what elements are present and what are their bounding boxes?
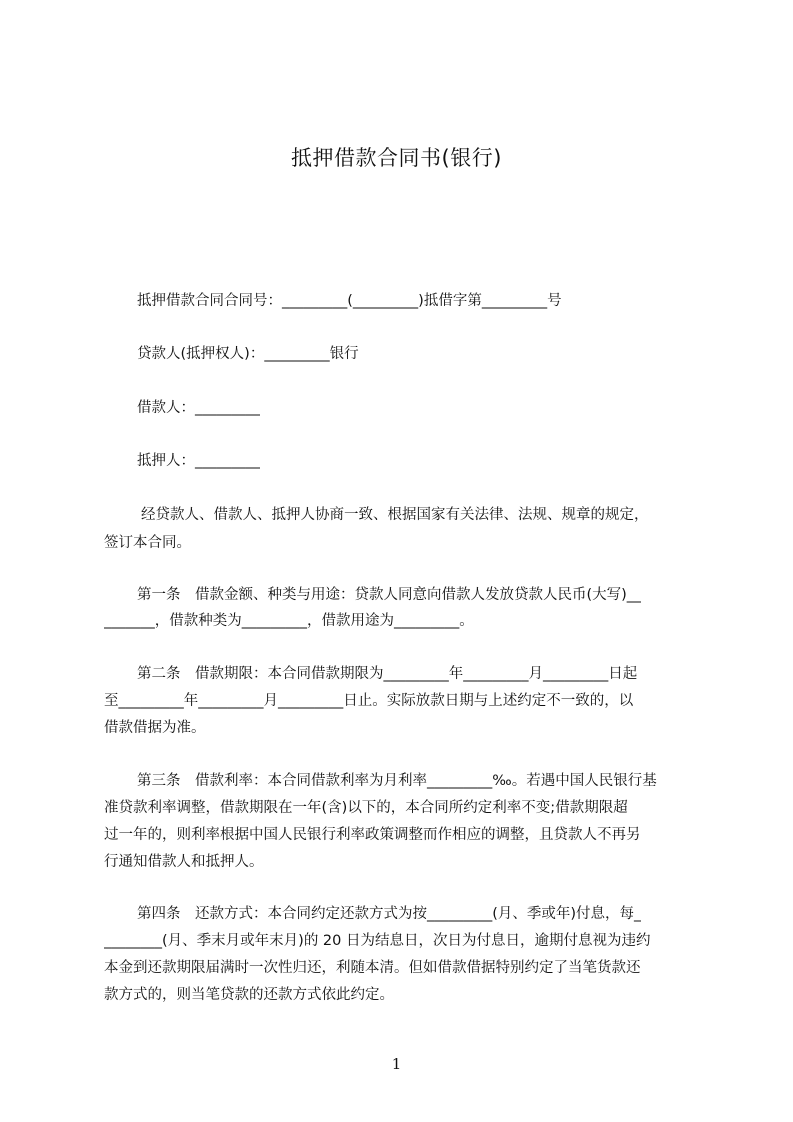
- article-3-line: 过一年的，则利率根据中国人民银行利率政策调整而作相应的调整，且贷款人不再另: [104, 827, 641, 843]
- intro-paragraph-line: 签订本合同。: [104, 535, 191, 551]
- document-title: 抵押借款合同书(银行): [291, 146, 502, 170]
- page-number: 1: [391, 1055, 402, 1073]
- article-3-line: 第三条 借款利率：本合同借款利率为月利率_________‰。若遇中国人民银行基: [137, 773, 657, 789]
- article-1-line: 第一条 借款金额、种类与用途：贷款人同意向借款人发放贷款人民币(大写)__: [137, 587, 642, 603]
- intro-paragraph-line: 经贷款人、借款人、抵押人协商一致、根据国家有关法律、法规、规章的规定，: [141, 507, 649, 523]
- article-2-line: 至_________年_________月_________日止。实际放款日期与上述约定不一致的，以: [104, 693, 634, 709]
- article-3-line: 准贷款利率调整，借款期限在一年(含)以下的，本合同所约定利率不变;借款期限超: [104, 800, 628, 816]
- article-2-line: 第二条 借款期限：本合同借款期限为_________年_________月_________日起: [137, 666, 638, 682]
- article-2-line: 借款借据为准。: [104, 720, 206, 736]
- mortgagor-field: 抵押人：_________: [137, 453, 261, 469]
- article-4-line: 款方式的，则当笔贷款的还款方式依此约定。: [104, 987, 394, 1003]
- article-1-line: _______，借款种类为_________，借款用途为_________。: [104, 613, 474, 629]
- contract-number-field: 抵押借款合同合同号：_________(_________)抵借字第_________号: [137, 293, 562, 309]
- borrower-field: 借款人：_________: [137, 400, 261, 416]
- article-4-line: 第四条 还款方式：本合同约定还款方式为按_________(月、季或年)付息，每_: [137, 906, 642, 922]
- article-4-line: 本金到还款期限届满时一次性归还，利随本清。但如借款借据特别约定了当笔货款还: [104, 960, 641, 976]
- lender-field: 贷款人(抵押权人)：_________银行: [137, 346, 359, 362]
- article-3-line: 行通知借款人和抵押人。: [104, 854, 264, 870]
- article-4-line: ________(月、季末月或年末月)的 20 日为结息日，次日为付息日，逾期付息视为违约: [104, 933, 651, 949]
